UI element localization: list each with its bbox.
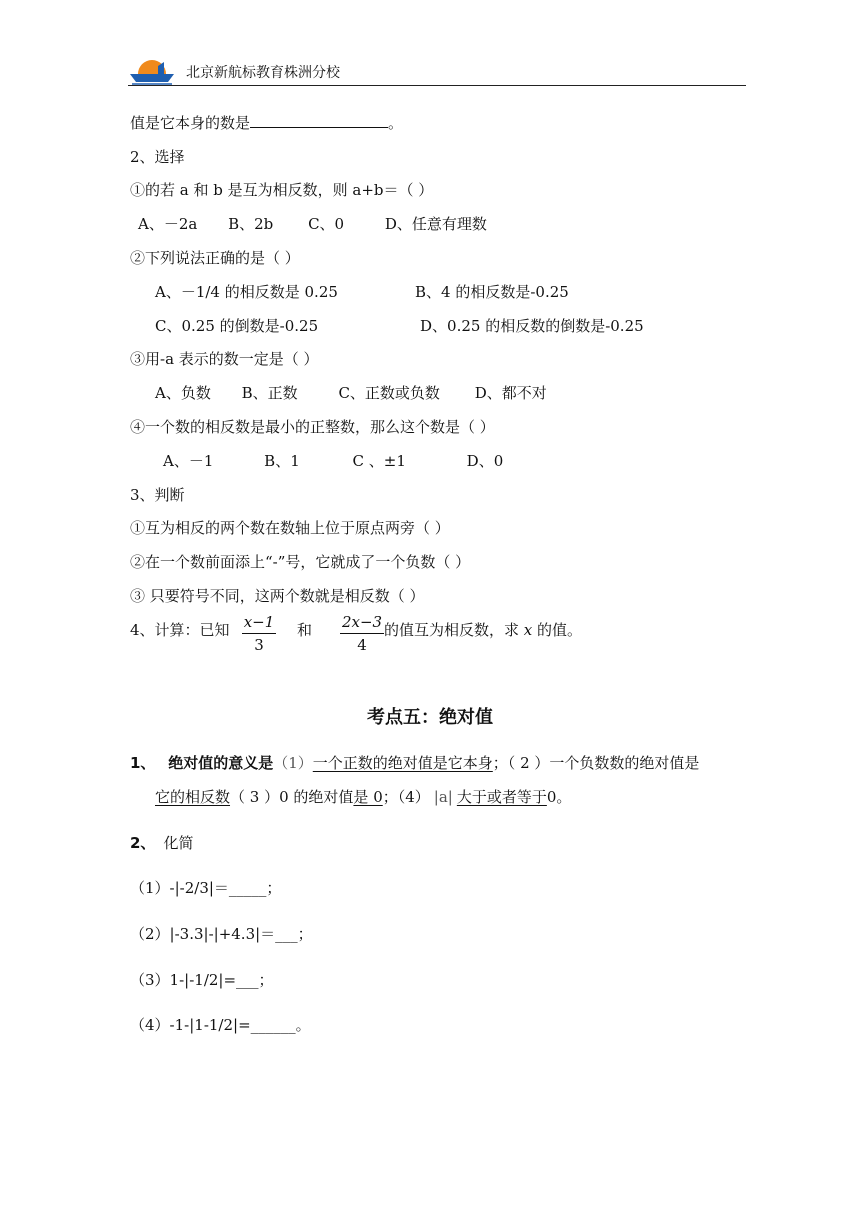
abs-meaning-line2: 它的相反数（ 3 ）0 的绝对值是 0；（4） |a| 大于或者等于0。: [155, 788, 572, 806]
q3-title: 3、判断: [130, 486, 185, 504]
q2-1-options: A、－2a B、2b C、0 D、任意有理数: [138, 215, 487, 233]
q3-3: ③ 只要符号不同，这两个数就是相反数（ ）: [130, 587, 425, 605]
q2-4: ④一个数的相反数是最小的正整数，那么这个数是（ ）: [130, 418, 495, 436]
q2-2: ②下列说法正确的是（ ）: [130, 249, 300, 267]
fraction-2: 2x−3 4: [341, 613, 383, 654]
q2-2-option-a: A、－1/4 的相反数是 0.25: [155, 283, 338, 301]
fraction-1: x−1 3: [243, 613, 275, 654]
page-header: [128, 56, 746, 88]
q2-2-option-d: D、0.25 的相反数的倒数是-0.25: [420, 317, 644, 335]
q3-1: ①互为相反的两个数在数轴上位于原点两旁（ ）: [130, 519, 450, 537]
simplify-title: 2、 化简: [130, 834, 194, 852]
fill-line: 值是它本身的数是 。: [130, 114, 404, 132]
q2-1: ①的若 a 和 b 是互为相反数，则 a+b＝（ ）: [130, 181, 434, 199]
q2-title: 2、选择: [130, 148, 185, 166]
simplify-item: （2）|-3.3|-|+4.3|＝___；: [130, 925, 313, 943]
q4-and: 和: [297, 621, 313, 639]
school-logo: [128, 56, 176, 86]
school-name: 北京新航标教育株洲分校: [186, 65, 340, 81]
abs-meaning-line1: 1、 绝对值的意义是（1）一个正数的绝对值是它本身；（ 2 ）一个负数数的绝对值是: [130, 754, 700, 772]
q2-2-option-b: B、4 的相反数是-0.25: [415, 283, 569, 301]
q2-2-option-c: C、0.25 的倒数是-0.25: [155, 317, 319, 335]
simplify-item: （1）-|-2/3|＝_____；: [130, 879, 282, 897]
section-title: 考点五：绝对值: [367, 707, 493, 728]
header-divider: [128, 85, 746, 86]
simplify-item: （3）1-|-1/2|=___；: [130, 971, 274, 989]
q4-suffix: 的值互为相反数，求 x 的值。: [384, 621, 583, 639]
simplify-item: （4）-1-|1-1/2|=______。: [130, 1016, 311, 1034]
q3-2: ②在一个数前面添上“-”号，它就成了一个负数（ ）: [130, 553, 471, 571]
q2-3-options: A、负数 B、正数 C、正数或负数 D、都不对: [155, 384, 547, 402]
q2-3: ③用-a 表示的数一定是（ ）: [130, 350, 319, 368]
q4-prefix: 4、计算：已知: [130, 621, 230, 639]
q2-4-options: A、－1 B、1 C 、±1 D、0: [163, 452, 504, 470]
